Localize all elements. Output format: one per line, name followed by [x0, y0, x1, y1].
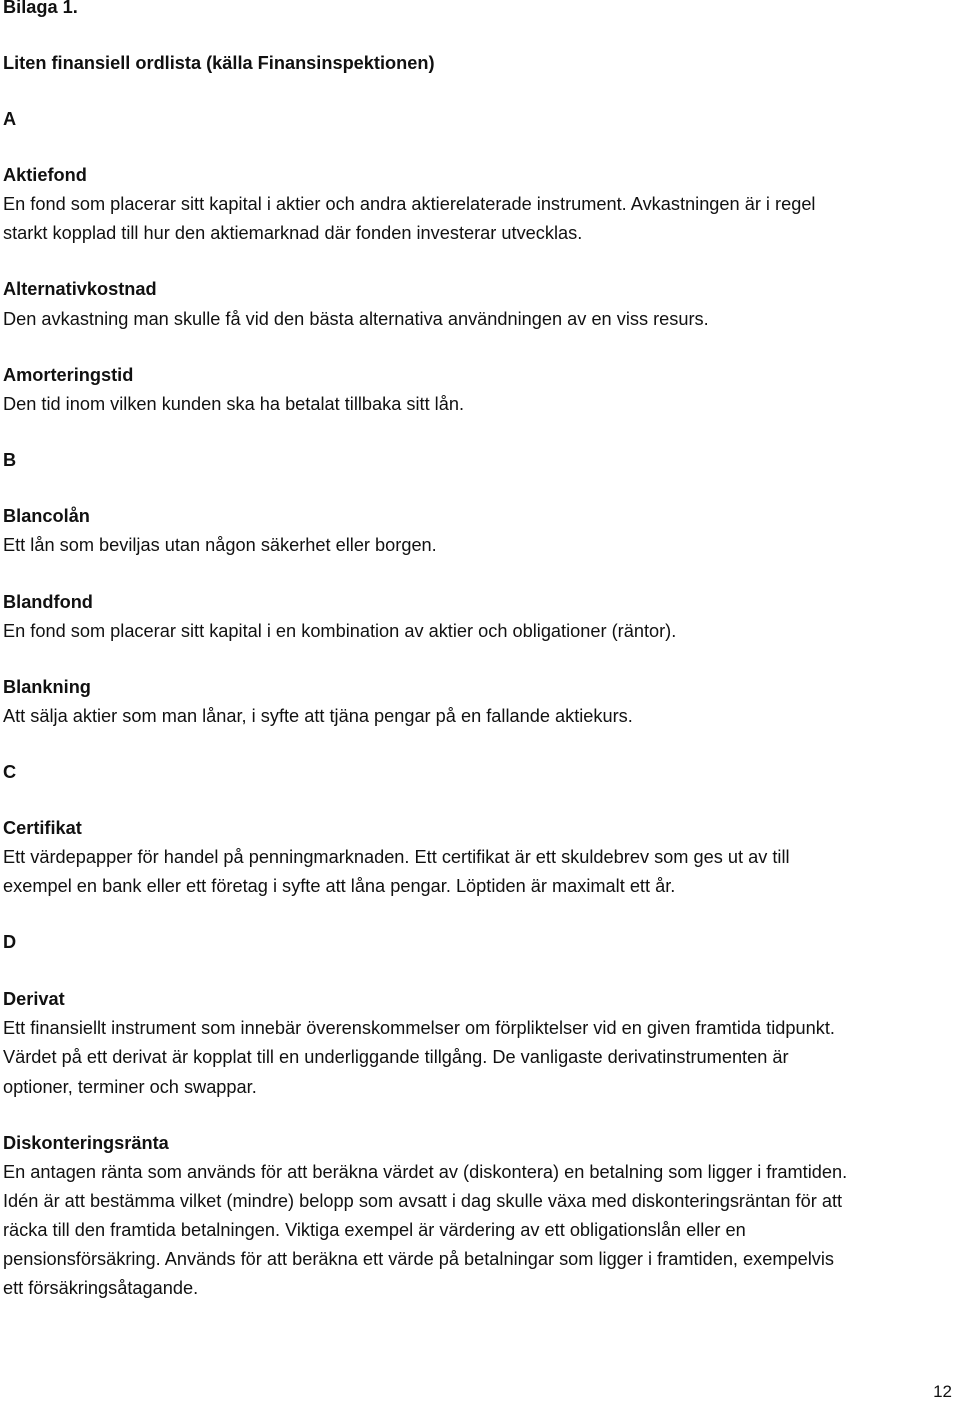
term-derivat: Derivat — [3, 989, 65, 1009]
definition-line: Att sälja aktier som man lånar, i syfte att tjäna pengar på en fallande aktiekurs. — [3, 706, 633, 726]
definition-line: starkt kopplad till hur den aktiemarknad där fonden investerar utvecklas. — [3, 223, 583, 243]
definition-line: Idén är att bestämma vilket (mindre) belopp som avsatt i dag skulle växa med diskonteringsräntan för att — [3, 1191, 843, 1211]
definition-line: Ett lån som beviljas utan någon säkerhet eller borgen. — [3, 535, 437, 555]
section-letter-b: B — [3, 450, 17, 470]
definition-line: optioner, terminer och swappar. — [3, 1077, 257, 1097]
term-certifikat: Certifikat — [3, 818, 82, 838]
term-alternativkostnad: Alternativkostnad — [3, 279, 157, 299]
definition-line: En fond som placerar sitt kapital i en kombination av aktier och obligationer (räntor). — [3, 621, 677, 641]
term-blandfond: Blandfond — [3, 592, 93, 612]
definition-line: Ett värdepapper för handel på penningmarknaden. Ett certifikat är ett skuldebrev som ges ut av till — [3, 847, 790, 867]
page-number: 12 — [933, 1382, 952, 1401]
appendix-label: Bilaga 1. — [3, 0, 78, 17]
term-diskonteringsranta: Diskonteringsränta — [3, 1133, 169, 1153]
section-letter-a: A — [3, 109, 17, 129]
definition-line: Den tid inom vilken kunden ska ha betalat tillbaka sitt lån. — [3, 394, 465, 414]
definition-line: Värdet på ett derivat är kopplat till en underliggande tillgång. De vanligaste derivatinstrumenten är — [3, 1047, 789, 1067]
section-letter-c: C — [3, 762, 17, 782]
definition-line: Den avkastning man skulle få vid den bästa alternativa användningen av en viss resurs. — [3, 309, 709, 329]
definition-line: räcka till den framtida betalningen. Viktiga exempel är värdering av ett obligationslån eller en — [3, 1220, 746, 1240]
definition-line: ett försäkringsåtagande. — [3, 1278, 199, 1298]
definition-line: En antagen ränta som används för att beräkna värdet av (diskontera) en betalning som ligger i framtiden. — [3, 1162, 848, 1182]
term-aktiefond: Aktiefond — [3, 165, 87, 185]
definition-line: En fond som placerar sitt kapital i aktier och andra aktierelaterade instrument. Avkastningen är i regel — [3, 194, 816, 214]
page-title: Liten finansiell ordlista (källa Finansinspektionen) — [3, 53, 435, 73]
definition-line: exempel en bank eller ett företag i syfte att låna pengar. Löptiden är maximalt ett år. — [3, 876, 676, 896]
definition-line: Ett finansiellt instrument som innebär överenskommelser om förpliktelser vid en given framtida tidpunkt. — [3, 1018, 835, 1038]
term-blankning: Blankning — [3, 677, 91, 697]
definition-line: pensionsförsäkring. Används för att beräkna ett värde på betalningar som ligger i framtiden, exempelvis — [3, 1249, 835, 1269]
term-blancolan: Blancolån — [3, 506, 90, 526]
term-amorteringstid: Amorteringstid — [3, 365, 134, 385]
section-letter-d: D — [3, 932, 17, 952]
